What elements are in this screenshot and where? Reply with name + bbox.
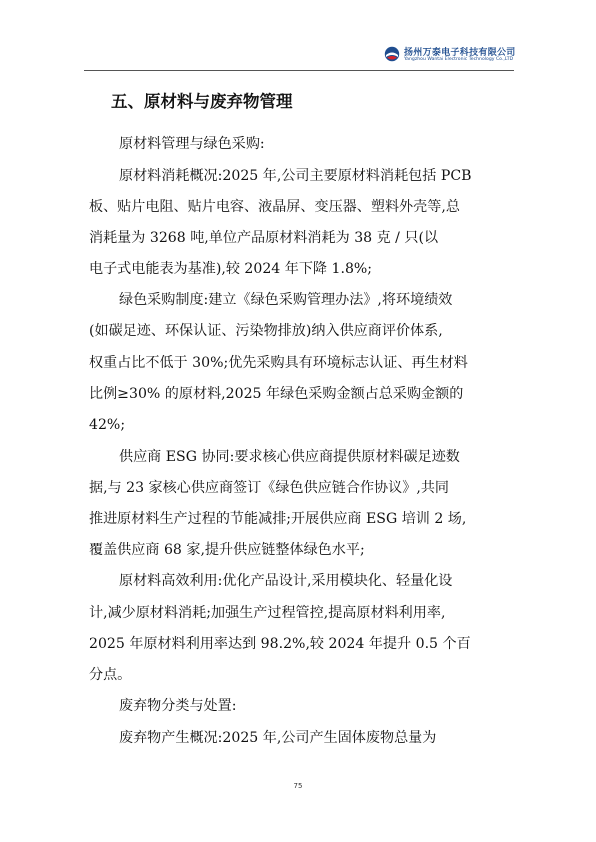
paragraph-line: (如碳足迹、环保认证、污染物排放)纳入供应商评价体系, xyxy=(89,323,443,339)
paragraph-line: 分点。 xyxy=(89,667,132,683)
section-title: 五、原材料与废弃物管理 xyxy=(111,92,293,111)
subheading-waste: 废弃物分类与处置: xyxy=(119,698,237,714)
company-name-en: Yangzhou Wantai Electronic Technology Co.,LTD xyxy=(404,57,514,62)
paragraph-line: 废弃物产生概况:2025 年,公司产生固体废物总量为 xyxy=(119,730,437,746)
paragraph-line: 原材料消耗概况:2025 年,公司主要原材料消耗包括 PCB xyxy=(119,168,472,184)
page-number: 75 xyxy=(293,782,303,790)
paragraph-line: 比例≥30% 的原材料,2025 年绿色采购金额占总采购金额的 xyxy=(89,386,464,402)
paragraph-line: 原材料高效利用:优化产品设计,采用模块化、轻量化设 xyxy=(119,573,453,589)
paragraph-line: 电子式电能表为基准),较 2024 年下降 1.8%; xyxy=(89,261,373,277)
paragraph-line: 42%; xyxy=(89,417,126,433)
paragraph-line: 计,减少原材料消耗;加强生产过程管控,提高原材料利用率, xyxy=(89,605,446,621)
paragraph-line: 推进原材料生产过程的节能减排;开展供应商 ESG 培训 2 场, xyxy=(89,511,467,527)
company-name-cn: 扬州万泰电子科技有限公司 xyxy=(404,48,516,58)
paragraph-line: 权重占比不低于 30%;优先采购具有环境标志认证、再生材料 xyxy=(89,355,468,371)
paragraph-line: 消耗量为 3268 吨,单位产品原材料消耗为 38 克 / 只(以 xyxy=(89,230,439,246)
paragraph-line: 绿色采购制度:建立《绿色采购管理办法》,将环境绩效 xyxy=(119,292,453,308)
paragraph-line: 覆盖供应商 68 家,提升供应链整体绿色水平; xyxy=(89,542,365,558)
header-divider xyxy=(84,70,514,71)
paragraph-line: 板、贴片电阻、贴片电容、液晶屏、变压器、塑料外壳等,总 xyxy=(89,199,460,215)
paragraph-line: 供应商 ESG 协同:要求核心供应商提供原材料碳足迹数 xyxy=(119,449,460,465)
company-logo-icon xyxy=(384,46,400,62)
paragraph-line: 2025 年原材料利用率达到 98.2%,较 2024 年提升 0.5 个百 xyxy=(89,636,471,652)
subheading-raw-materials: 原材料管理与绿色采购: xyxy=(119,136,265,152)
paragraph-line: 据,与 23 家核心供应商签订《绿色供应链合作协议》,共同 xyxy=(89,480,450,496)
page-header xyxy=(384,44,524,68)
